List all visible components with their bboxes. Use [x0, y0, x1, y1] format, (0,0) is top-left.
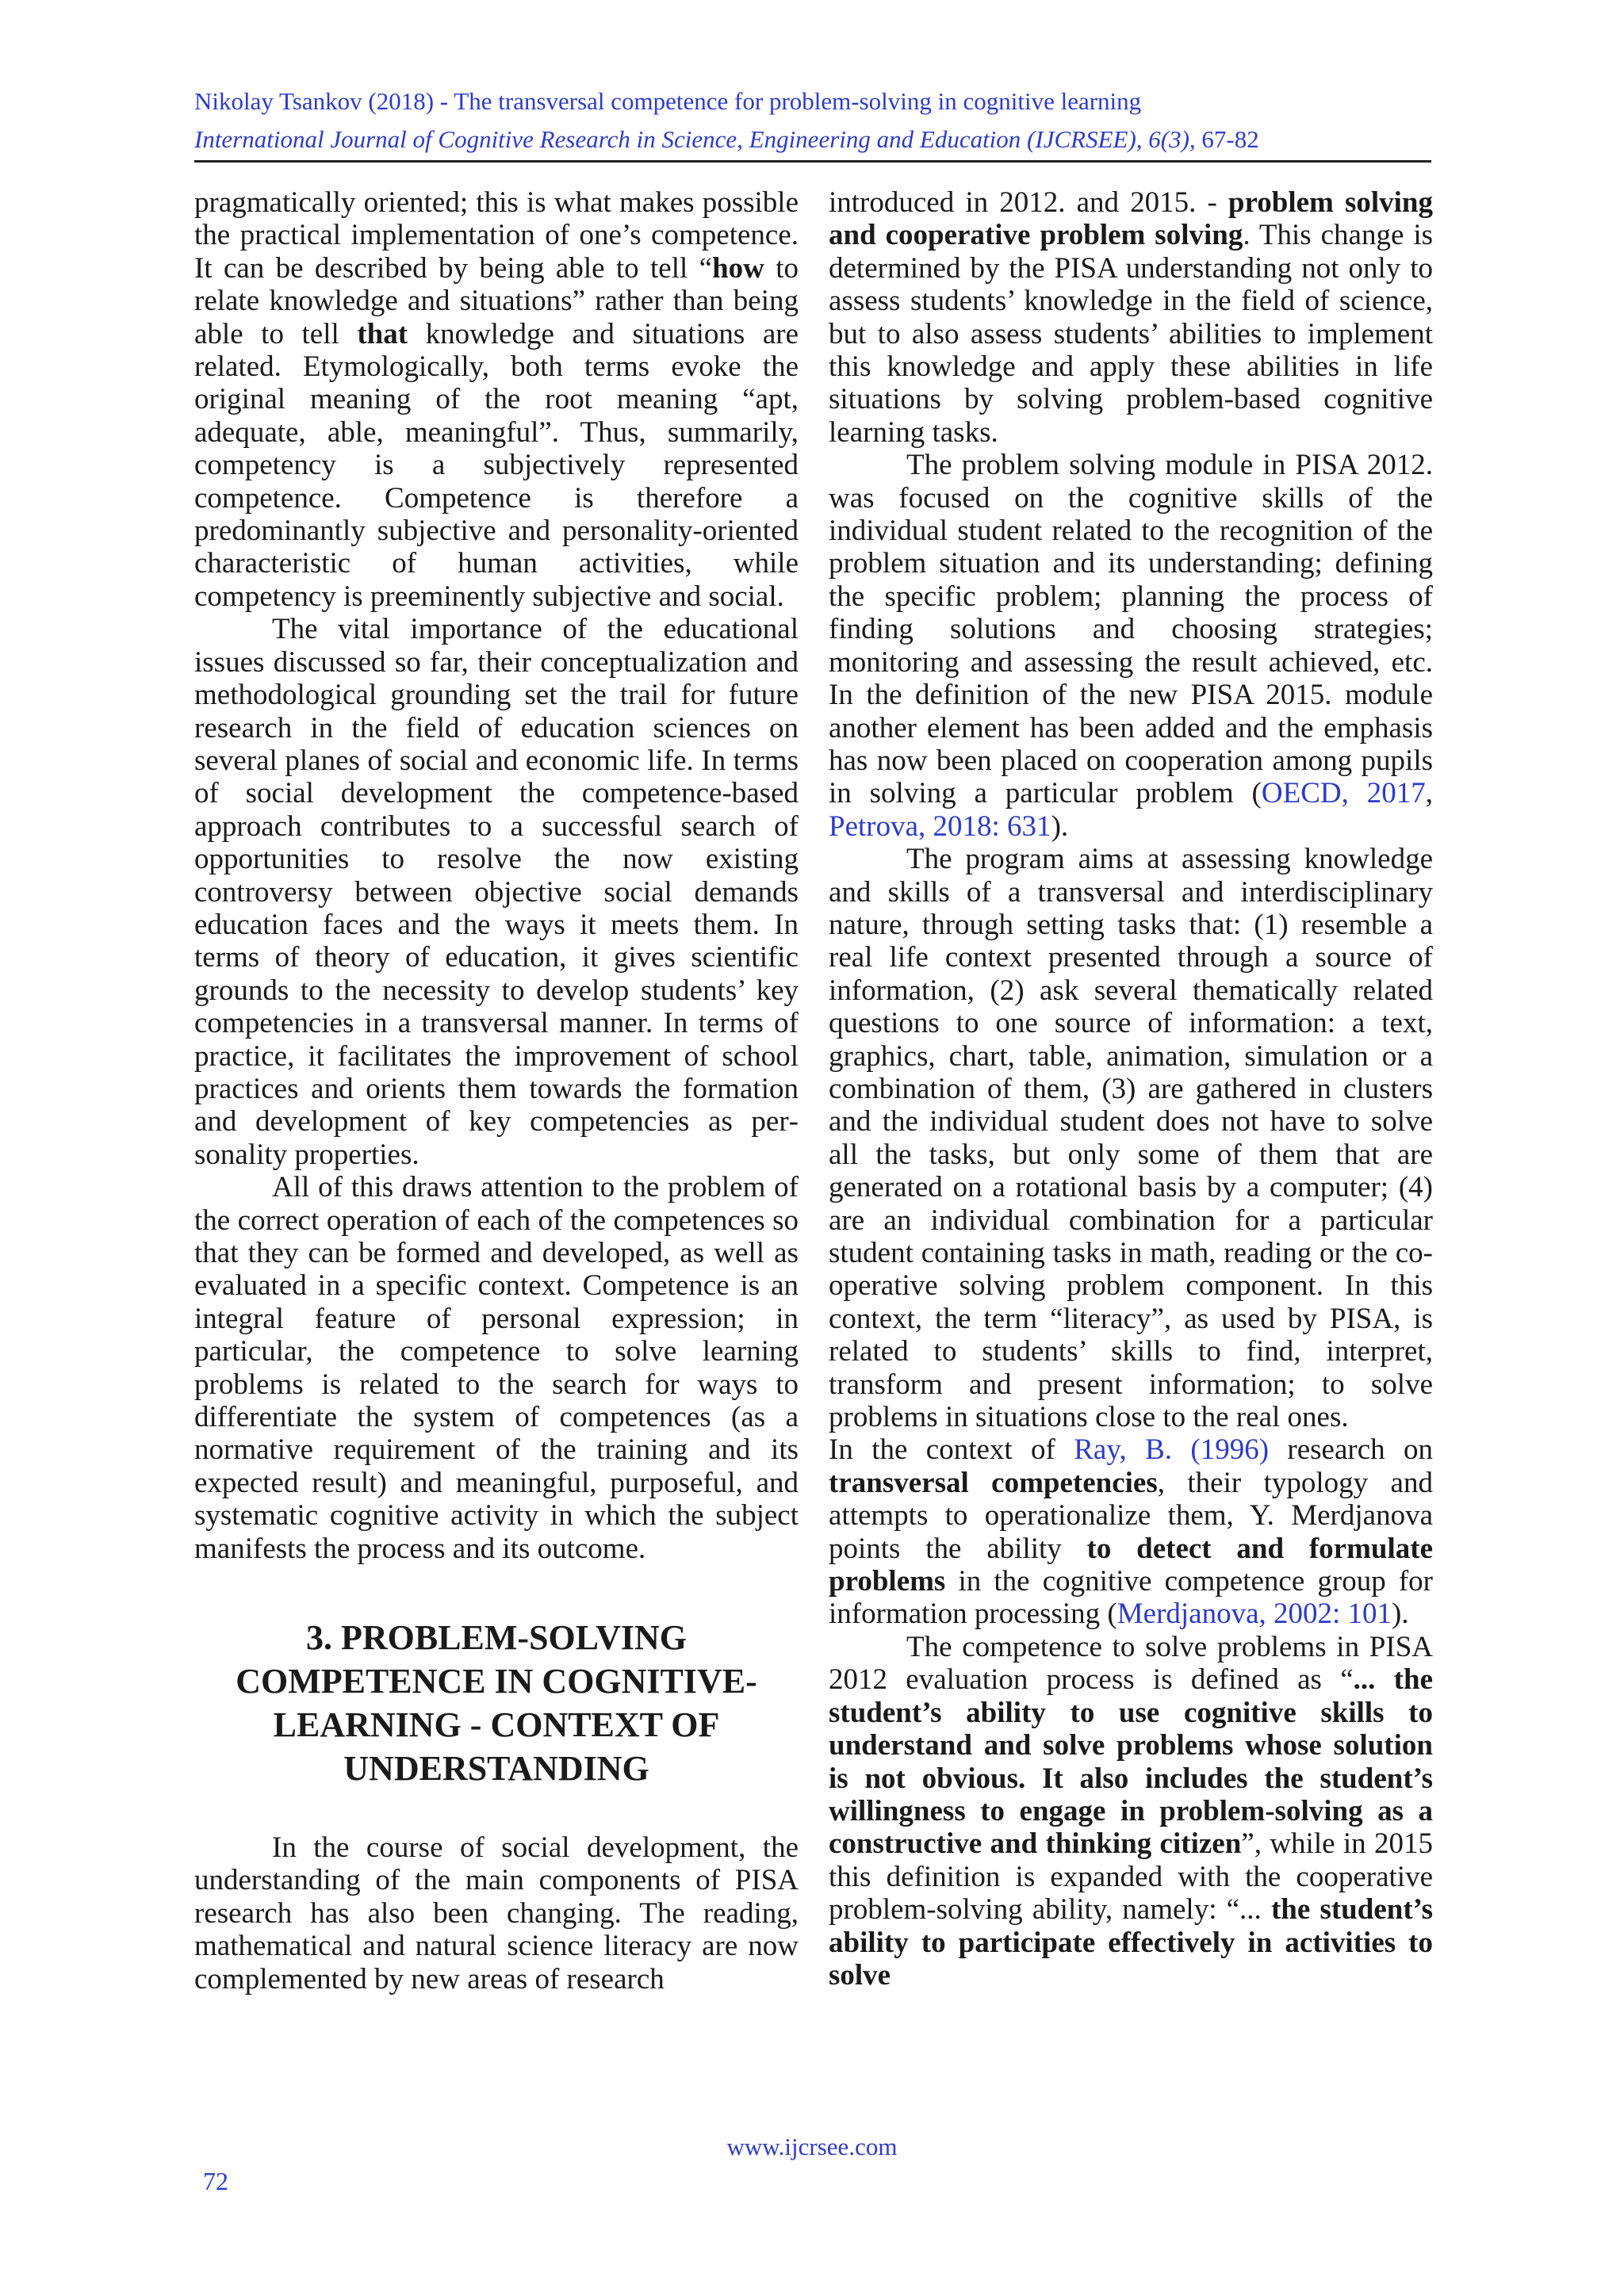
text-run: in the cognitive competence group for information processing (: [829, 1565, 1433, 1631]
text-run: ”, while in 2015 this definition is expanded with the cooperative problem-solving ability, namely: “...: [829, 1827, 1433, 1927]
bold-term-problem-solving: problem solving and cooperative problem solving: [829, 186, 1434, 252]
right-paragraph-3: The program aims at assessing knowledge and skills of a transversal and interdisciplinary nature, through setting tasks that: (1) resemble a real life context presented through a source of information, (2) ask several thematically related questions to one source of information: a text, graphics, chart, table, animation, simulation or a combination of them, (3) are gathered in clusters and the individual student does not have to solve all the tasks, but only some of them that are generated on a rotational basis by a computer; (4) are an individual combination for a particular student containing tasks in math, reading or the cooperative solving problem component. In this context, the term “literacy”, as used by PISA, is related to students’ skills to find, interpret, transform and present information; to solve problems in situations close to the real ones.: [829, 843, 1433, 1434]
citation-link-merdjanova[interactable]: Merdjanova, 2002: 101: [1116, 1598, 1392, 1631]
text-run: , their typology and attempts to operationalize them, Y. Merdjanova points the ability: [829, 1466, 1433, 1565]
header-journal: [194, 121, 1431, 159]
text-run: to relate knowledge and situations” rather than being able to tell: [194, 251, 799, 350]
page-number: 72: [203, 2167, 228, 2195]
right-paragraph-5: [829, 1631, 1433, 1992]
bold-term-detect: to detect and formulate problems: [829, 1532, 1433, 1598]
section-heading: 3. PROBLEM-SOLVING COMPETENCE IN COGNITIVE-LEARNING - CONTEXT OF UNDERSTANDING: [236, 1618, 757, 1789]
text-run: . This change is determined by the PISA understanding not only to assess students’ knowledge in the field of science, but to also assess students’ abilities to implement this knowledge and apply these abilities in life situations by solving problem-based cognitive learning tasks.: [829, 219, 1433, 449]
bold-term-transversal: transversal competencies: [829, 1466, 1158, 1499]
bold-term-that: that: [357, 317, 408, 350]
citation-link-ray[interactable]: Ray, B. (1996): [1074, 1433, 1270, 1467]
text-run: knowledge and situations are related. Etymologically, both terms evoke the original meaning of the root meaning “apt, adequate, able, meaningful”. Thus, summarily, competency is a subjectively represented competence. Competence is therefore a predominantly subjective and personality-oriented characteristic of human activities, while competency is preeminently subjective and social.: [194, 317, 799, 613]
left-paragraph-4: In the course of social development, the understanding of the main components of PISA research has also been changing. The reading, mathematical and natural science literacy are now complemented by new areas of research: [194, 1831, 799, 1996]
bold-definition-2012: ... the student’s ability to use cognitive skills to understand and solve problems whose solution is not obvious. It also includes the student’s willingness to engage in problem-solving as a constructive and thinking citizen: [829, 1663, 1433, 1861]
bold-definition-2015: the student’s ability to participate effectively in activities to solve: [829, 1893, 1433, 1992]
text-run: research on: [1269, 1433, 1433, 1467]
header-pages: 67-82: [1195, 125, 1259, 153]
text-run: ).: [1392, 1598, 1409, 1631]
header-citation: Nikolay Tsankov (2018) - The transversal competence for problem-solving in cognitive learning: [194, 87, 1142, 115]
left-paragraph-3: All of this draws attention to the problem of the correct operation of each of the competences so that they can be formed and developed, as well as evaluated in a specific context. Competence is an integral feature of personal expression; in particular, the competence to solve learning problems is related to the search for ways to differentiate the system of competences (as a normative requirement of the training and its expected result) and meaningful, purposeful, and systematic cognitive activity in which the subject manifests the process and its outcome.: [194, 1171, 799, 1565]
right-paragraph-1: [829, 186, 1433, 449]
citation-link-oecd[interactable]: OECD, 2017: [1261, 777, 1426, 810]
right-paragraph-2: [829, 449, 1433, 843]
header-rule: [194, 160, 1431, 163]
text-run: The competence to solve problems in PISA 2012 evaluation process is defined as “: [829, 1630, 1433, 1697]
text-run: ,: [1425, 777, 1433, 810]
footer-url[interactable]: www.ijcrsee.com: [726, 2133, 898, 2160]
bold-term-how: how: [712, 251, 764, 285]
text-run: In the context of: [829, 1433, 1074, 1467]
text-run: introduced in 2012. and 2015. -: [829, 186, 1228, 219]
right-paragraph-4: [829, 1433, 1433, 1630]
left-paragraph-1: [194, 186, 799, 613]
citation-link-petrova[interactable]: Petrova, 2018: 631: [829, 809, 1051, 843]
running-header: [194, 82, 1431, 159]
right-column: [829, 186, 1433, 1992]
header-journal-title: International Journal of Cognitive Research in Science, Engineering and Education (IJCRSEE), 6(3),: [194, 125, 1196, 153]
text-run: pragmatically oriented; this is what makes possible the practical implementation of one’s competence. It can be described by being able to tell “: [194, 186, 799, 285]
text-run: The problem solving module in PISA 2012. was focused on the cognitive skills of the individual student related to the recognition of the problem situation and its understanding; defining the specific problem; planning the process of finding solutions and choosing strategies; monitoring and assessing the result achieved, etc. In the definition of the new PISA 2015. module another element has been added and the emphasis has now been placed on cooperation among pupils in solving a particular problem (: [829, 449, 1433, 810]
left-paragraph-2: The vital importance of the educational issues discussed so far, their conceptualization and methodological grounding set the trail for future research in the field of education sciences on several planes of social and economic life. In terms of social development the competence-based approach contributes to a successful search of opportunities to resolve the now existing controversy between objective social demands education faces and the ways it meets them. In terms of theory of education, it gives scientific grounds to the necessity to develop students’ key competencies in a transversal manner. In terms of practice, it facilitates the improvement of school practices and orients them towards the formation and development of key competencies as personality properties.: [194, 613, 799, 1171]
left-column: [194, 186, 799, 1996]
text-run: ).: [1051, 809, 1069, 843]
